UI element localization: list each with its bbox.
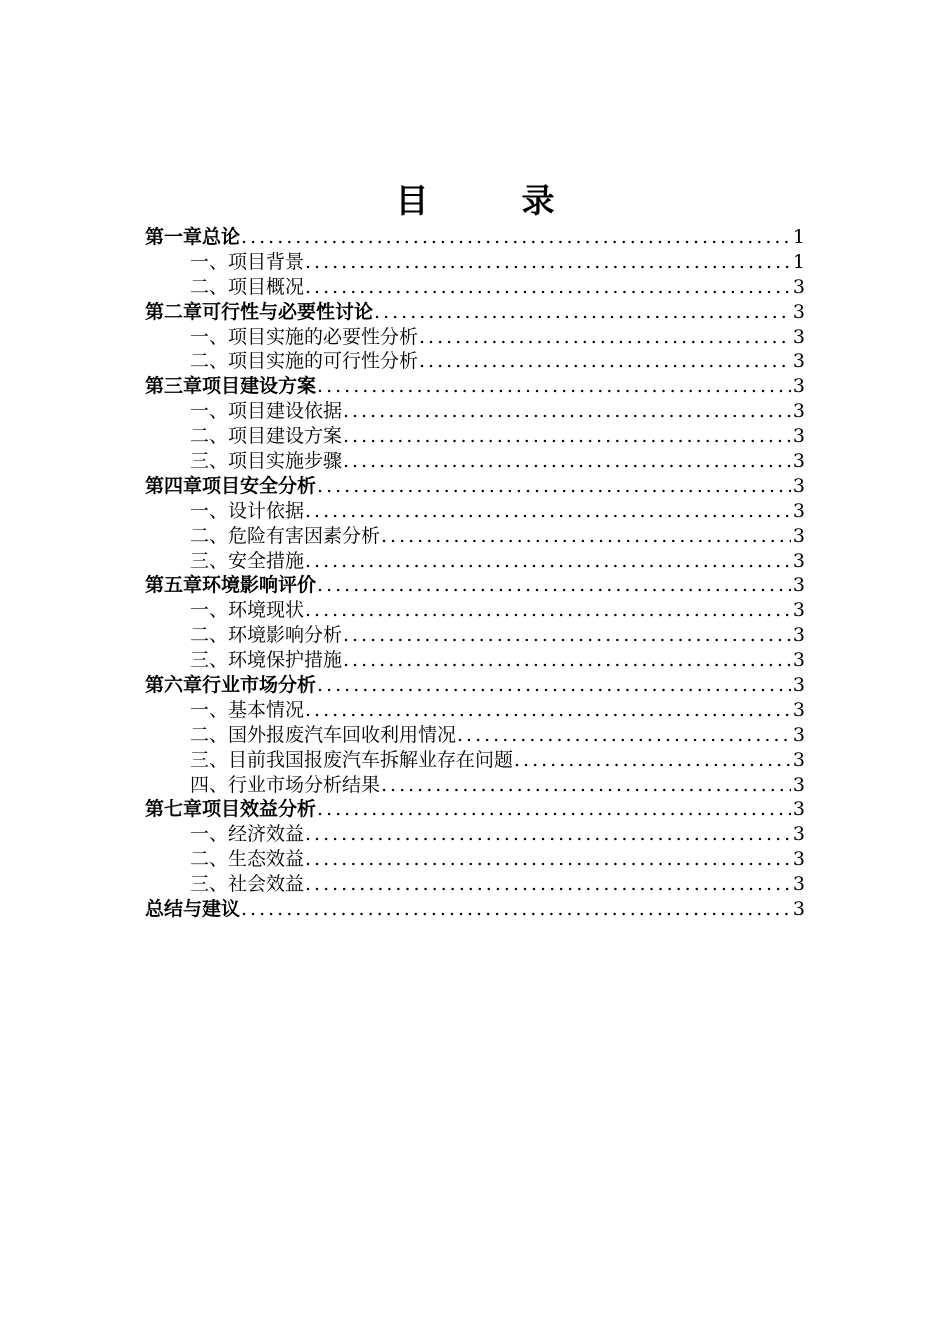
toc-section-entry[interactable] — [145, 648, 805, 673]
toc-section-entry[interactable] — [145, 250, 805, 275]
toc-entry-label: 二、项目建设方案 — [190, 425, 343, 448]
toc-dot-leader — [418, 349, 791, 374]
toc-dot-leader — [304, 250, 791, 275]
toc-dot-leader — [240, 225, 791, 250]
toc-entry-label: 一、项目实施的必要性分析 — [190, 325, 419, 348]
toc-page-number: 3 — [792, 350, 805, 373]
toc-section-entry[interactable] — [145, 524, 805, 549]
toc-dot-leader — [342, 623, 791, 648]
toc-dot-leader — [304, 847, 791, 872]
toc-dot-leader — [316, 673, 791, 698]
toc-dot-leader — [418, 325, 791, 350]
toc-page-number: 3 — [792, 474, 805, 497]
toc-dot-leader — [304, 499, 791, 524]
toc-chapter-number: 第五章 — [145, 574, 203, 597]
toc-chapter-entry[interactable] — [145, 225, 805, 250]
toc-chapter-entry[interactable] — [145, 374, 805, 399]
toc-page-number: 3 — [792, 300, 805, 323]
toc-dot-leader — [240, 897, 791, 922]
toc-page-number: 3 — [792, 898, 805, 921]
toc-page-number: 3 — [792, 848, 805, 871]
toc-section-entry[interactable] — [145, 822, 805, 847]
toc-entry-label: 二、国外报废汽车回收利用情况 — [190, 723, 457, 746]
toc-section-entry[interactable] — [145, 325, 805, 350]
toc-entry-label: 二、项目实施的可行性分析 — [190, 350, 419, 373]
toc-dot-leader — [304, 872, 791, 897]
toc-dot-leader — [373, 300, 791, 325]
toc-entry-label: 二、危险有害因素分析 — [190, 524, 381, 547]
toc-entry-label: 一、项目背景 — [190, 250, 305, 273]
toc-page-number: 3 — [792, 873, 805, 896]
toc-entry-label: 三、社会效益 — [190, 873, 305, 896]
toc-page-number: 3 — [792, 524, 805, 547]
toc-section-entry[interactable] — [145, 698, 805, 723]
toc-dot-leader — [342, 449, 791, 474]
toc-page-number: 3 — [792, 499, 805, 522]
toc-entry-label: 一、经济效益 — [190, 823, 305, 846]
toc-page-number: 3 — [792, 400, 805, 423]
toc-page-number: 3 — [792, 549, 805, 572]
toc-entry-label: 三、目前我国报废汽车拆解业存在问题 — [190, 748, 514, 771]
toc-chapter-entry[interactable] — [145, 573, 805, 598]
toc-entry-label: 二、环境影响分析 — [190, 624, 343, 647]
toc-chapter-number: 第四章 — [145, 474, 203, 497]
toc-section-entry[interactable] — [145, 449, 805, 474]
toc-chapter-entry[interactable] — [145, 474, 805, 499]
toc-entry-label: 行业市场分析 — [202, 674, 317, 697]
toc-page-number: 3 — [792, 624, 805, 647]
toc-dot-leader — [304, 549, 791, 574]
toc-page-number: 3 — [792, 649, 805, 672]
toc-page-number: 3 — [792, 450, 805, 473]
toc-page-number: 3 — [792, 375, 805, 398]
toc-entry-label: 三、项目实施步骤 — [190, 450, 343, 473]
toc-chapter-entry[interactable] — [145, 797, 805, 822]
toc-section-entry[interactable] — [145, 499, 805, 524]
toc-chapter-number: 第三章 — [145, 375, 203, 398]
toc-section-entry[interactable] — [145, 598, 805, 623]
toc-chapter-entry[interactable] — [145, 300, 805, 325]
toc-entry-label: 可行性与必要性讨论 — [202, 300, 374, 323]
toc-page-number: 3 — [792, 425, 805, 448]
toc-dot-leader — [513, 748, 791, 773]
toc-dot-leader — [380, 524, 791, 549]
toc-page-number: 3 — [792, 275, 805, 298]
toc-section-entry[interactable] — [145, 847, 805, 872]
toc-entry-label: 项目建设方案 — [202, 375, 317, 398]
toc-page-number: 1 — [792, 250, 805, 273]
toc-chapter-entry[interactable] — [145, 673, 805, 698]
toc-section-entry[interactable] — [145, 275, 805, 300]
toc-chapter-number: 第六章 — [145, 674, 203, 697]
toc-chapter-number: 第一章 — [145, 226, 203, 248]
toc-page-number: 3 — [792, 574, 805, 597]
toc-entry-label: 三、环境保护措施 — [190, 649, 343, 672]
toc-section-entry[interactable] — [145, 748, 805, 773]
toc-section-entry[interactable] — [145, 549, 805, 574]
toc-section-entry[interactable] — [145, 723, 805, 748]
toc-entry-label: 二、生态效益 — [190, 848, 305, 871]
toc-dot-leader — [342, 424, 791, 449]
page-title: 目 录 — [395, 181, 585, 220]
toc-page-number: 3 — [792, 599, 805, 622]
toc-section-entry[interactable] — [145, 773, 805, 798]
toc-dot-leader — [304, 598, 791, 623]
toc-entry-label: 三、安全措施 — [190, 549, 305, 572]
toc-page-number: 1 — [792, 226, 805, 248]
toc-chapter-number: 第七章 — [145, 798, 203, 821]
toc-entry-label: 四、行业市场分析结果 — [190, 773, 381, 796]
toc-dot-leader — [304, 822, 791, 847]
toc-entry-label: 项目效益分析 — [202, 798, 317, 821]
toc-dot-leader — [304, 275, 791, 300]
toc-entry-label: 总论 — [202, 226, 241, 248]
toc-entry-label: 二、项目概况 — [190, 275, 305, 298]
toc-section-entry[interactable] — [145, 399, 805, 424]
toc-section-entry[interactable] — [145, 349, 805, 374]
toc-dot-leader — [342, 399, 791, 424]
toc-section-entry[interactable] — [145, 424, 805, 449]
toc-page-number: 3 — [792, 674, 805, 697]
toc-dot-leader — [342, 648, 791, 673]
toc-page-number: 3 — [792, 723, 805, 746]
toc-chapter-entry[interactable] — [145, 897, 805, 922]
toc-page-number: 3 — [792, 325, 805, 348]
toc-dot-leader — [456, 723, 791, 748]
toc-entry-label: 项目安全分析 — [202, 474, 317, 497]
toc-page-number: 3 — [792, 823, 805, 846]
toc-dot-leader — [316, 573, 791, 598]
toc-dot-leader — [380, 773, 791, 798]
toc-entry-label: 一、基本情况 — [190, 698, 305, 721]
toc-page-number: 3 — [792, 748, 805, 771]
toc-entry-label: 一、设计依据 — [190, 499, 305, 522]
toc-chapter-number: 第二章 — [145, 300, 203, 323]
toc-dot-leader — [304, 698, 791, 723]
toc-entry-label: 环境影响评价 — [202, 574, 317, 597]
toc-entry-label: 一、环境现状 — [190, 599, 305, 622]
toc-dot-leader — [316, 797, 791, 822]
toc-dot-leader — [316, 374, 791, 399]
toc-entry-label: 总结与建议 — [145, 898, 241, 921]
toc-page-number: 3 — [792, 773, 805, 796]
toc-page-number: 3 — [792, 798, 805, 821]
toc-entry-label: 一、项目建设依据 — [190, 400, 343, 423]
toc-page-number: 3 — [792, 698, 805, 721]
toc-section-entry[interactable] — [145, 872, 805, 897]
toc-dot-leader — [316, 474, 791, 499]
table-of-contents — [145, 225, 805, 922]
toc-section-entry[interactable] — [145, 623, 805, 648]
